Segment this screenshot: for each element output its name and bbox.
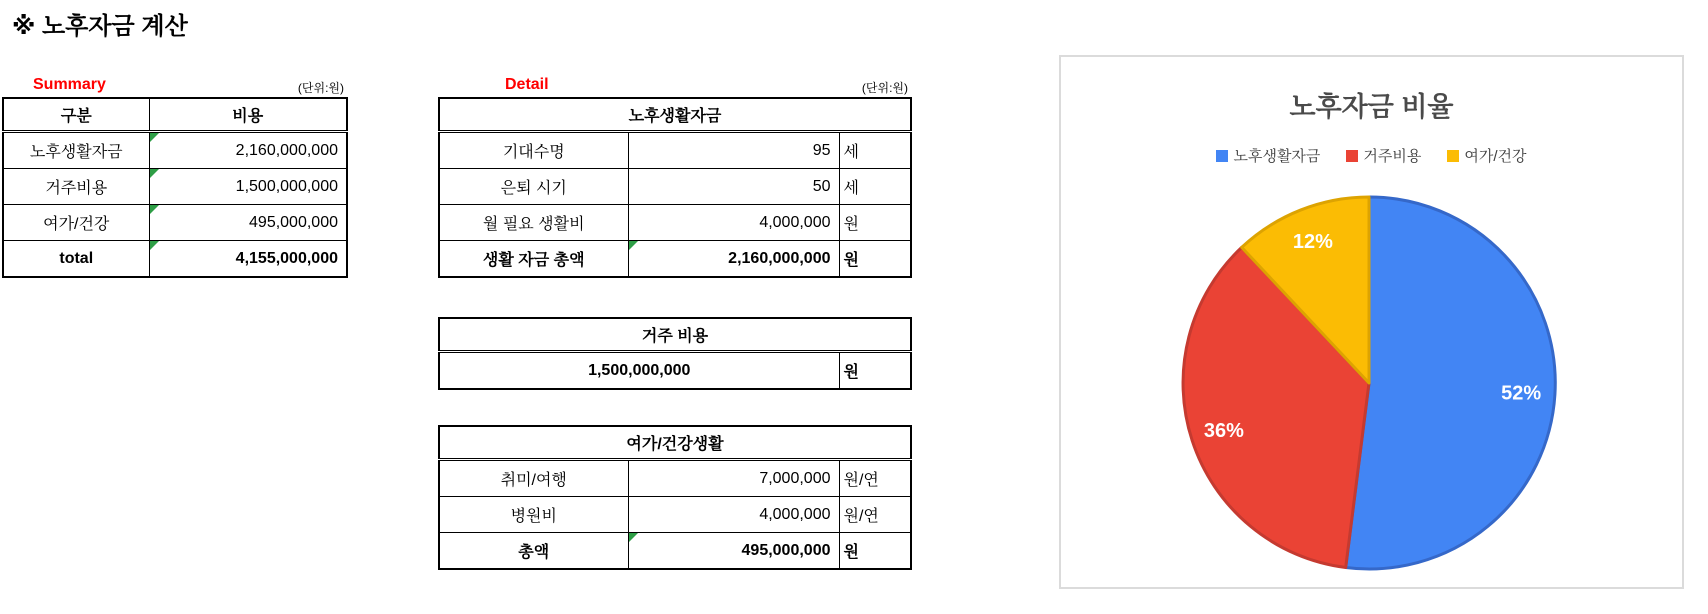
table-row — [3, 241, 347, 278]
error-flag-icon — [629, 241, 638, 250]
pie-slice-label: 12% — [1292, 231, 1333, 254]
legend-label: 노후생활자금 — [1233, 148, 1321, 165]
summary-unit-label: (단위:원) — [297, 81, 344, 95]
detail-row-unit[interactable]: 원/연 — [839, 460, 911, 497]
pie-slice-label: 36% — [1203, 420, 1244, 443]
summary-table — [2, 97, 348, 278]
table-row — [439, 426, 911, 460]
detail-row-unit[interactable]: 원/연 — [839, 497, 911, 533]
table-row — [3, 98, 347, 132]
summary-header-category[interactable]: 구분 — [3, 98, 149, 132]
table-row — [439, 98, 911, 132]
summary-header-cost[interactable]: 비용 — [149, 98, 347, 132]
summary-row-value[interactable] — [149, 169, 347, 205]
cell-text: 4,155,000,000 — [235, 249, 338, 267]
cell-text: 2,160,000,000 — [235, 141, 338, 159]
detail-total-value[interactable] — [628, 241, 839, 278]
legend-item-1[interactable] — [1346, 145, 1421, 166]
detail-row-label[interactable]: 병원비 — [439, 497, 628, 533]
legend-label: 여가/건강 — [1464, 148, 1527, 165]
cell-text: 495,000,000 — [741, 541, 831, 559]
detail-row-value[interactable]: 4,000,000 — [628, 497, 839, 533]
chart-title: 노후자금 비율 — [1289, 92, 1454, 122]
detail-row-value[interactable]: 95 — [628, 132, 839, 169]
table-row — [439, 132, 911, 169]
summary-total-value[interactable] — [149, 241, 347, 278]
summary-row-value[interactable] — [149, 205, 347, 241]
detail-row-label[interactable]: 기대수명 — [439, 132, 628, 169]
summary-row-label[interactable]: 거주비용 — [3, 169, 149, 205]
detail-table-title[interactable]: 노후생활자금 — [439, 98, 911, 132]
detail-table-leisure — [438, 425, 912, 570]
table-row — [439, 533, 911, 570]
detail-table-title[interactable]: 여가/건강생활 — [439, 426, 911, 460]
summary-row-value[interactable] — [149, 132, 347, 169]
summary-total-label[interactable]: total — [3, 241, 149, 278]
pie-chart[interactable] — [1061, 57, 1682, 587]
detail-total-label[interactable]: 생활 자금 총액 — [439, 241, 628, 278]
table-row — [439, 241, 911, 278]
housing-unit[interactable]: 원 — [839, 352, 911, 390]
legend-swatch-icon — [1216, 150, 1228, 162]
detail-row-unit[interactable]: 세 — [839, 132, 911, 169]
table-row — [439, 352, 911, 390]
detail-row-label[interactable]: 은퇴 시기 — [439, 169, 628, 205]
detail-total-unit[interactable]: 원 — [839, 241, 911, 278]
legend-swatch-icon — [1447, 150, 1459, 162]
table-row — [439, 460, 911, 497]
detail-table-housing — [438, 317, 912, 390]
detail-total-unit[interactable]: 원 — [839, 533, 911, 570]
detail-unit-label: (단위:원) — [861, 81, 908, 95]
chart-legend — [1061, 145, 1682, 166]
pie-slice-label: 52% — [1501, 382, 1542, 405]
detail-row-value[interactable]: 7,000,000 — [628, 460, 839, 497]
error-flag-icon — [150, 205, 159, 214]
detail-row-label[interactable]: 월 필요 생활비 — [439, 205, 628, 241]
detail-row-label[interactable]: 취미/여행 — [439, 460, 628, 497]
detail-row-value[interactable]: 4,000,000 — [628, 205, 839, 241]
summary-row-label[interactable]: 여가/건강 — [3, 205, 149, 241]
detail-row-unit[interactable]: 세 — [839, 169, 911, 205]
page-title: ※ 노후자금 계산 — [12, 13, 188, 40]
legend-item-0[interactable] — [1216, 145, 1320, 166]
table-row — [439, 205, 911, 241]
summary-row-label[interactable]: 노후생활자금 — [3, 132, 149, 169]
error-flag-icon — [150, 241, 159, 250]
table-row — [439, 497, 911, 533]
detail-total-label[interactable]: 총액 — [439, 533, 628, 570]
error-flag-icon — [150, 133, 159, 142]
table-row — [3, 205, 347, 241]
legend-label: 거주비용 — [1363, 148, 1422, 165]
detail-total-value[interactable] — [628, 533, 839, 570]
table-row — [3, 169, 347, 205]
detail-section-label: Detail — [505, 76, 549, 93]
housing-value[interactable]: 1,500,000,000 — [439, 352, 839, 390]
table-row — [439, 318, 911, 352]
pie-chart-card — [1059, 55, 1684, 589]
cell-text: 495,000,000 — [249, 213, 338, 231]
legend-swatch-icon — [1346, 150, 1358, 162]
legend-item-2[interactable] — [1447, 145, 1526, 166]
table-row — [439, 169, 911, 205]
cell-text: 2,160,000,000 — [728, 249, 831, 267]
error-flag-icon — [150, 169, 159, 178]
detail-table-living-fund — [438, 97, 912, 278]
summary-section-label: Summary — [33, 76, 106, 93]
detail-row-unit[interactable]: 원 — [839, 205, 911, 241]
table-row — [3, 132, 347, 169]
cell-text: 1,500,000,000 — [235, 177, 338, 195]
detail-row-value[interactable]: 50 — [628, 169, 839, 205]
detail-table-title[interactable]: 거주 비용 — [439, 318, 911, 352]
error-flag-icon — [629, 533, 638, 542]
